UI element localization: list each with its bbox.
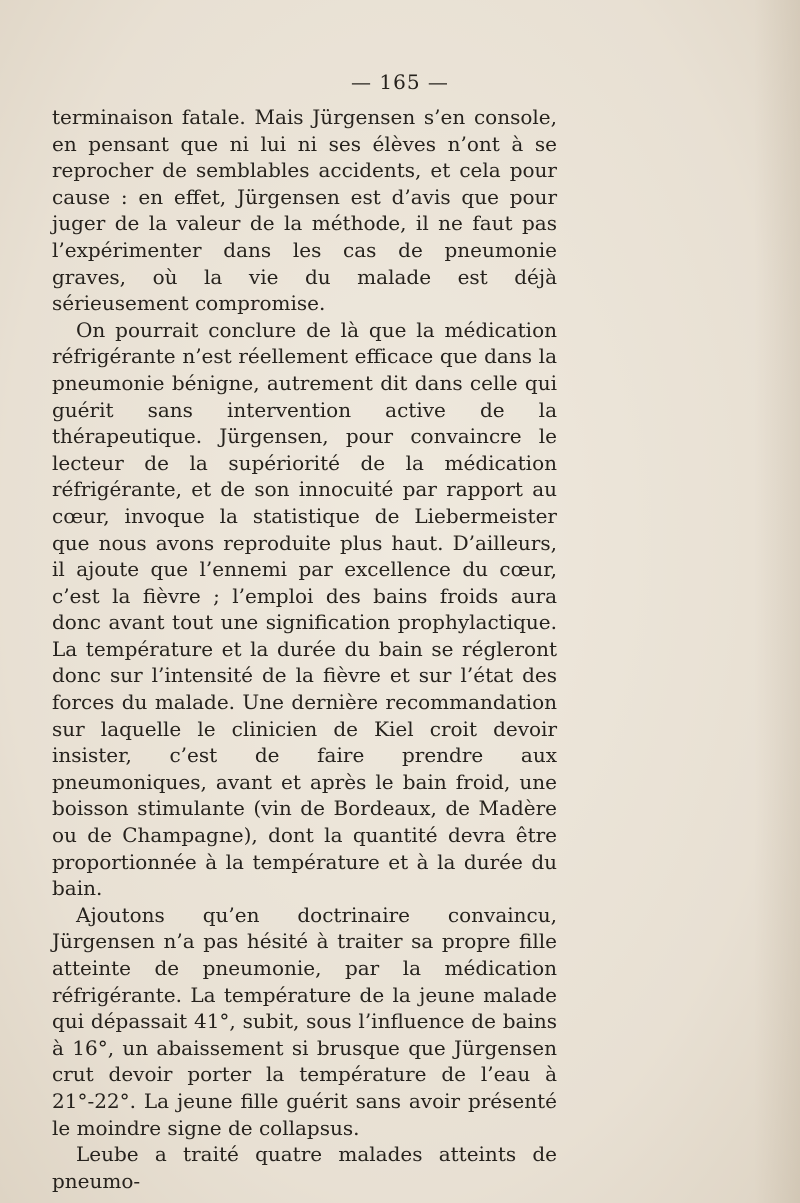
page-number: — 165 — [351, 70, 449, 94]
page-body [52, 104, 557, 1194]
paragraph-1: terminaison fatale. Mais Jürgensen s’en console, en pensant que ni lui ni ses élèves n’ont à se reprocher de semblables accidents, et cela pour cause : en effet, Jürgensen est d’avis que pour juger de la valeur de la méthode, il ne faut pas l’expérimenter dans les cas de pneumonie graves, où la vie du malade est déjà sérieusement compromise. [52, 105, 557, 316]
paragraph-2: On pourrait conclure de là que la médication réfrigérante n’est réellement efficace que dans la pneumonie bénigne, autrement dit dans celle qui guérit sans intervention active de la thérapeutique. Jürgensen, pour convaincre le lecteur de la supériorité de la médication réfrigérante, et de son innocuité par rapport au cœur, invoque la statistique de Liebermeister que nous avons reproduite plus haut. D’ailleurs, il ajoute que l’ennemi par excellence du cœur, c’est la fièvre ; l’emploi des bains froids aura donc avant tout une signification prophylactique. La température et la durée du bain se régleront donc sur l’intensité de la fièvre et sur l’état des forces du malade. Une dernière recommandation sur laquelle le clinicien de Kiel croit devoir insister, c’est de faire prendre aux pneumoniques, avant et après le bain froid, une boisson stimulante (vin de Bordeaux, de Madère ou de Champagne), dont la quantité devra être proportionnée à la température et à la durée du bain. [52, 317, 557, 901]
paragraph-4: Leube a traité quatre malades atteints de pneumo- [52, 1142, 557, 1193]
paragraph-3: Ajoutons qu’en doctrinaire convaincu, Jürgensen n’a pas hésité à traiter sa propre fille atteinte de pneumonie, par la médication réfrigérante. La température de la jeune malade qui dépassait 41°, subit, sous l’influence de bains à 16°, un abaissement si brusque que Jürgensen crut devoir porter la température de l’eau à 21°-22°. La jeune fille guérit sans avoir présenté le moindre signe de collapsus. [52, 902, 557, 1140]
